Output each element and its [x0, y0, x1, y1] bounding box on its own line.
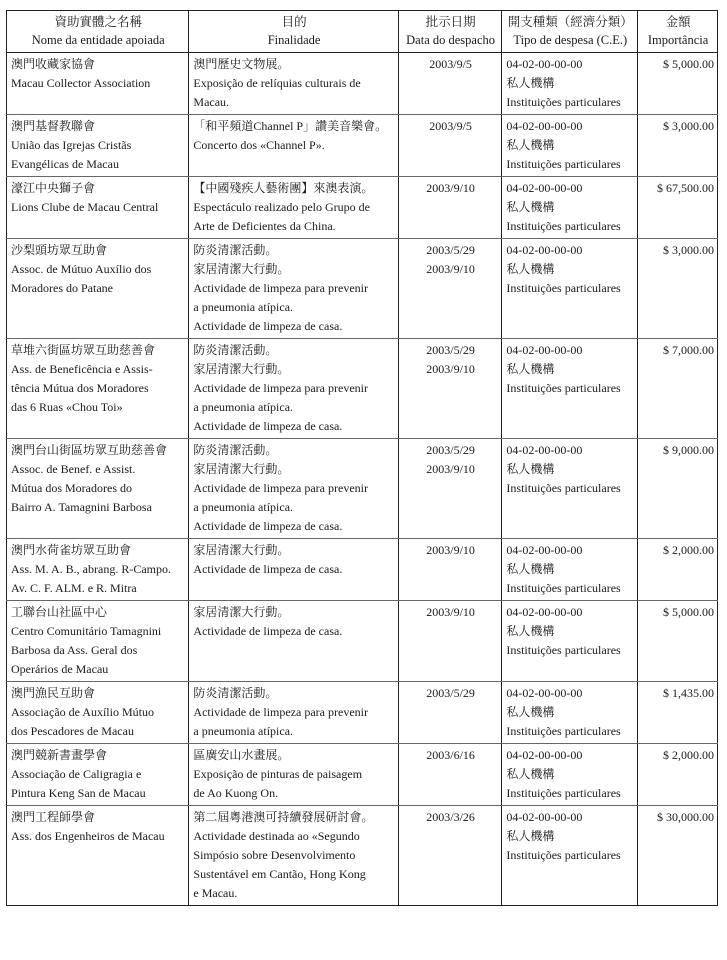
entity-line: 澳門漁民互助會: [11, 686, 96, 700]
purpose-line: Actividade de limpeza para prevenir: [193, 481, 368, 495]
date-line: 2003/5/29: [426, 443, 475, 457]
entity-line: Lions Clube de Macau Central: [11, 200, 159, 214]
header-type: [502, 11, 638, 53]
table-row: [7, 682, 718, 744]
purpose-line: a pneumonia atípica.: [193, 500, 294, 514]
purpose-line: Actividade de limpeza para prevenir: [193, 281, 368, 295]
purpose-line: 家居清潔大行動。: [193, 362, 290, 376]
header-purpose-pt: Finalidade: [267, 33, 321, 47]
expense-type-line: 04-02-00-00-00: [506, 810, 583, 824]
table-row: [7, 601, 718, 682]
date-line: 2003/9/10: [426, 262, 475, 276]
date-cell: [398, 682, 502, 744]
expense-type-line: 04-02-00-00-00: [506, 181, 583, 195]
entity-cell: [7, 439, 189, 539]
entity-line: Assoc. de Benef. e Assist.: [11, 462, 136, 476]
purpose-line: 「和平頻道Channel P」讚美音樂會。: [193, 119, 388, 133]
entity-cell: [7, 115, 189, 177]
expense-type-line: Instituições particulares: [506, 95, 621, 109]
expense-type-line: 私人機構: [506, 562, 555, 576]
amount-cell: [638, 539, 718, 601]
date-line: 2003/5/29: [426, 243, 475, 257]
purpose-cell: [189, 806, 398, 906]
expense-type-line: 私人機構: [506, 262, 555, 276]
expense-type-line: Instituições particulares: [506, 643, 621, 657]
amount-value: $ 67,500.00: [657, 181, 714, 195]
header-type-zh: 開支種類（經濟分類）: [507, 15, 633, 29]
date-line: 2003/9/10: [426, 462, 475, 476]
entity-cell: [7, 239, 189, 339]
purpose-line: 家居清潔大行動。: [193, 262, 290, 276]
entity-line: Operários de Macau: [11, 662, 109, 676]
purpose-line: Actividade de limpeza de casa.: [193, 419, 343, 433]
purpose-line: 家居清潔大行動。: [193, 543, 290, 557]
expense-type-cell: [502, 439, 638, 539]
date-line: 2003/9/10: [426, 181, 475, 195]
entity-line: Macau Collector Association: [11, 76, 151, 90]
entity-cell: [7, 601, 189, 682]
expense-type-cell: [502, 339, 638, 439]
purpose-line: Actividade de limpeza de casa.: [193, 319, 343, 333]
entity-line: Assoc. de Mútuo Auxílio dos: [11, 262, 152, 276]
purpose-line: Macau.: [193, 95, 230, 109]
purpose-line: 家居清潔大行動。: [193, 462, 290, 476]
entity-line: Associação de Caligragia e: [11, 767, 142, 781]
amount-cell: [638, 239, 718, 339]
expense-type-line: Instituições particulares: [506, 724, 621, 738]
purpose-line: 防炎清潔活動。: [193, 243, 278, 257]
date-cell: [398, 239, 502, 339]
header-type-pt: Tipo de despesa (C.E.): [513, 33, 628, 47]
expense-type-cell: [502, 115, 638, 177]
entity-line: Associação de Auxílio Mútuo: [11, 705, 154, 719]
amount-cell: [638, 115, 718, 177]
header-amount-zh: 金額: [665, 15, 691, 29]
purpose-cell: [189, 339, 398, 439]
expense-type-line: 私人機構: [506, 362, 555, 376]
purpose-line: 家居清潔大行動。: [193, 605, 290, 619]
purpose-cell: [189, 53, 398, 115]
entity-line: 澳門水荷雀坊眾互助會: [11, 543, 132, 557]
purpose-cell: [189, 744, 398, 806]
date-line: 2003/9/5: [429, 57, 472, 71]
header-entity-pt: Nome da entidade apoiada: [31, 33, 165, 47]
expense-type-line: Instituições particulares: [506, 786, 621, 800]
expense-type-cell: [502, 744, 638, 806]
table-row: [7, 539, 718, 601]
date-line: 2003/9/10: [426, 605, 475, 619]
entity-cell: [7, 539, 189, 601]
header-entity: [7, 11, 189, 53]
purpose-line: Actividade de limpeza de casa.: [193, 519, 343, 533]
amount-value: $ 5,000.00: [663, 57, 714, 71]
expense-type-line: Instituições particulares: [506, 481, 621, 495]
expense-type-line: 04-02-00-00-00: [506, 343, 583, 357]
date-line: 2003/9/10: [426, 362, 475, 376]
entity-line: Bairro A. Tamagnini Barbosa: [11, 500, 152, 514]
expense-type-cell: [502, 601, 638, 682]
entity-line: 澳門競新書畫學會: [11, 748, 108, 762]
entity-line: União das Igrejas Cristãs: [11, 138, 132, 152]
purpose-line: 防炎清潔活動。: [193, 443, 278, 457]
date-cell: [398, 744, 502, 806]
entity-line: 澳門收藏家協會: [11, 57, 96, 71]
entity-line: 工聯台山社區中心: [11, 605, 108, 619]
expense-type-line: 04-02-00-00-00: [506, 243, 583, 257]
purpose-cell: [189, 115, 398, 177]
entity-line: Moradores do Patane: [11, 281, 113, 295]
expense-type-line: 私人機構: [506, 767, 555, 781]
expense-type-cell: [502, 53, 638, 115]
expense-type-line: Instituições particulares: [506, 281, 621, 295]
entity-cell: [7, 339, 189, 439]
header-date-pt: Data do despacho: [406, 33, 496, 47]
amount-cell: [638, 339, 718, 439]
date-line: 2003/5/29: [426, 343, 475, 357]
purpose-line: Exposição de relíquias culturais de: [193, 76, 361, 90]
expense-type-line: Instituições particulares: [506, 219, 621, 233]
expense-type-line: 私人機構: [506, 138, 555, 152]
table-header: [7, 11, 718, 53]
purpose-cell: [189, 177, 398, 239]
entity-line: Mútua dos Moradores do: [11, 481, 132, 495]
expense-type-line: 04-02-00-00-00: [506, 686, 583, 700]
entity-line: das 6 Ruas «Chou Toi»: [11, 400, 123, 414]
expense-type-line: 04-02-00-00-00: [506, 119, 583, 133]
purpose-line: Actividade de limpeza de casa.: [193, 562, 343, 576]
expense-type-cell: [502, 806, 638, 906]
entity-line: Av. C. F. ALM. e R. Mitra: [11, 581, 137, 595]
amount-cell: [638, 744, 718, 806]
expense-type-cell: [502, 539, 638, 601]
expense-type-line: Instituições particulares: [506, 381, 621, 395]
date-cell: [398, 115, 502, 177]
amount-cell: [638, 177, 718, 239]
expense-type-cell: [502, 177, 638, 239]
table-body: [7, 53, 718, 906]
header-purpose-zh: 目的: [281, 15, 307, 29]
header-date-zh: 批示日期: [425, 15, 476, 29]
amount-cell: [638, 806, 718, 906]
expense-type-cell: [502, 682, 638, 744]
purpose-cell: [189, 439, 398, 539]
expense-type-line: 私人機構: [506, 624, 555, 638]
amount-value: $ 2,000.00: [663, 543, 714, 557]
amount-value: $ 2,000.00: [663, 748, 714, 762]
entity-line: Pintura Keng San de Macau: [11, 786, 146, 800]
date-cell: [398, 177, 502, 239]
table-row: [7, 115, 718, 177]
expense-type-line: 私人機構: [506, 200, 555, 214]
header-amount-pt: Importância: [647, 33, 709, 47]
entity-line: dos Pescadores de Macau: [11, 724, 134, 738]
purpose-line: Espectáculo realizado pelo Grupo de: [193, 200, 370, 214]
entity-line: 澳門台山街區坊眾互助慈善會: [11, 443, 168, 457]
expense-type-line: 私人機構: [506, 705, 555, 719]
table-row: [7, 744, 718, 806]
purpose-line: Actividade de limpeza para prevenir: [193, 381, 368, 395]
purpose-line: 第二屆粵港澳可持續發展研討會。: [193, 810, 374, 824]
expense-type-line: 私人機構: [506, 829, 555, 843]
purpose-line: a pneumonia atípica.: [193, 724, 294, 738]
date-cell: [398, 339, 502, 439]
date-line: 2003/9/10: [426, 543, 475, 557]
entity-cell: [7, 177, 189, 239]
expense-type-line: Instituições particulares: [506, 848, 621, 862]
amount-value: $ 5,000.00: [663, 605, 714, 619]
table-row: [7, 439, 718, 539]
purpose-line: Sustentável em Cantão, Hong Kong: [193, 867, 366, 881]
amount-value: $ 9,000.00: [663, 443, 714, 457]
expense-type-line: 04-02-00-00-00: [506, 748, 583, 762]
amount-value: $ 3,000.00: [663, 119, 714, 133]
amount-value: $ 7,000.00: [663, 343, 714, 357]
purpose-line: 澳門歷史文物展。: [193, 57, 290, 71]
date-line: 2003/3/26: [426, 810, 475, 824]
table-row: [7, 177, 718, 239]
purpose-line: 防炎清潔活動。: [193, 686, 278, 700]
entity-cell: [7, 744, 189, 806]
entity-cell: [7, 53, 189, 115]
amount-value: $ 30,000.00: [657, 810, 714, 824]
amount-value: $ 3,000.00: [663, 243, 714, 257]
expense-type-line: Instituições particulares: [506, 581, 621, 595]
date-cell: [398, 539, 502, 601]
amount-value: $ 1,435.00: [663, 686, 714, 700]
entity-line: 澳門工程師學會: [11, 810, 96, 824]
purpose-line: a pneumonia atípica.: [193, 300, 294, 314]
purpose-line: Exposição de pinturas de paisagem: [193, 767, 363, 781]
purpose-cell: [189, 539, 398, 601]
expense-type-line: 04-02-00-00-00: [506, 605, 583, 619]
amount-cell: [638, 601, 718, 682]
entity-line: 草堆六街區坊眾互助慈善會: [11, 343, 156, 357]
date-line: 2003/5/29: [426, 686, 475, 700]
entity-line: Ass. M. A. B., abrang. R-Campo.: [11, 562, 171, 576]
purpose-line: Actividade de limpeza para prevenir: [193, 705, 368, 719]
date-cell: [398, 601, 502, 682]
date-cell: [398, 439, 502, 539]
purpose-line: Simpósio sobre Desenvolvimento: [193, 848, 356, 862]
entity-line: 澳門基督教聯會: [11, 119, 96, 133]
amount-cell: [638, 53, 718, 115]
purpose-line: de Ao Kuong On.: [193, 786, 279, 800]
purpose-line: 防炎清潔活動。: [193, 343, 278, 357]
purpose-line: Concerto dos «Channel P».: [193, 138, 325, 152]
expense-type-line: 私人機構: [506, 462, 555, 476]
header-amount: [638, 11, 718, 53]
table-row: [7, 806, 718, 906]
entity-line: tência Mútua dos Moradores: [11, 381, 149, 395]
entity-line: Barbosa da Ass. Geral dos: [11, 643, 138, 657]
purpose-line: Actividade destinada ao «Segundo: [193, 829, 360, 843]
amount-cell: [638, 682, 718, 744]
header-date: [398, 11, 502, 53]
expense-type-line: 04-02-00-00-00: [506, 543, 583, 557]
table-row: [7, 53, 718, 115]
entity-line: Centro Comunitário Tamagnini: [11, 624, 162, 638]
entity-line: Ass. dos Engenheiros de Macau: [11, 829, 165, 843]
entity-line: 沙梨頭坊眾互助會: [11, 243, 108, 257]
expense-type-line: 04-02-00-00-00: [506, 57, 583, 71]
purpose-line: e Macau.: [193, 886, 238, 900]
date-cell: [398, 53, 502, 115]
expense-type-line: 私人機構: [506, 76, 555, 90]
purpose-line: Arte de Deficientes da China.: [193, 219, 336, 233]
purpose-cell: [189, 239, 398, 339]
entity-line: Ass. de Beneficência e Assis-: [11, 362, 153, 376]
date-cell: [398, 806, 502, 906]
date-line: 2003/9/5: [429, 119, 472, 133]
expense-type-cell: [502, 239, 638, 339]
header-entity-zh: 資助實體之名稱: [54, 15, 142, 29]
purpose-cell: [189, 682, 398, 744]
purpose-cell: [189, 601, 398, 682]
entity-line: 濠江中央獅子會: [11, 181, 96, 195]
entity-cell: [7, 682, 189, 744]
expense-type-line: Instituições particulares: [506, 157, 621, 171]
table-row: [7, 239, 718, 339]
purpose-line: Actividade de limpeza de casa.: [193, 624, 343, 638]
purpose-line: 【中國殘疾人藝術團】來澳表演。: [193, 181, 374, 195]
date-line: 2003/6/16: [426, 748, 475, 762]
purpose-line: a pneumonia atípica.: [193, 400, 294, 414]
entity-cell: [7, 806, 189, 906]
grant-table: [6, 10, 718, 906]
header-purpose: [189, 11, 398, 53]
table-row: [7, 339, 718, 439]
entity-line: Evangélicas de Macau: [11, 157, 119, 171]
amount-cell: [638, 439, 718, 539]
expense-type-line: 04-02-00-00-00: [506, 443, 583, 457]
purpose-line: 區廣安山水畫展。: [193, 748, 290, 762]
